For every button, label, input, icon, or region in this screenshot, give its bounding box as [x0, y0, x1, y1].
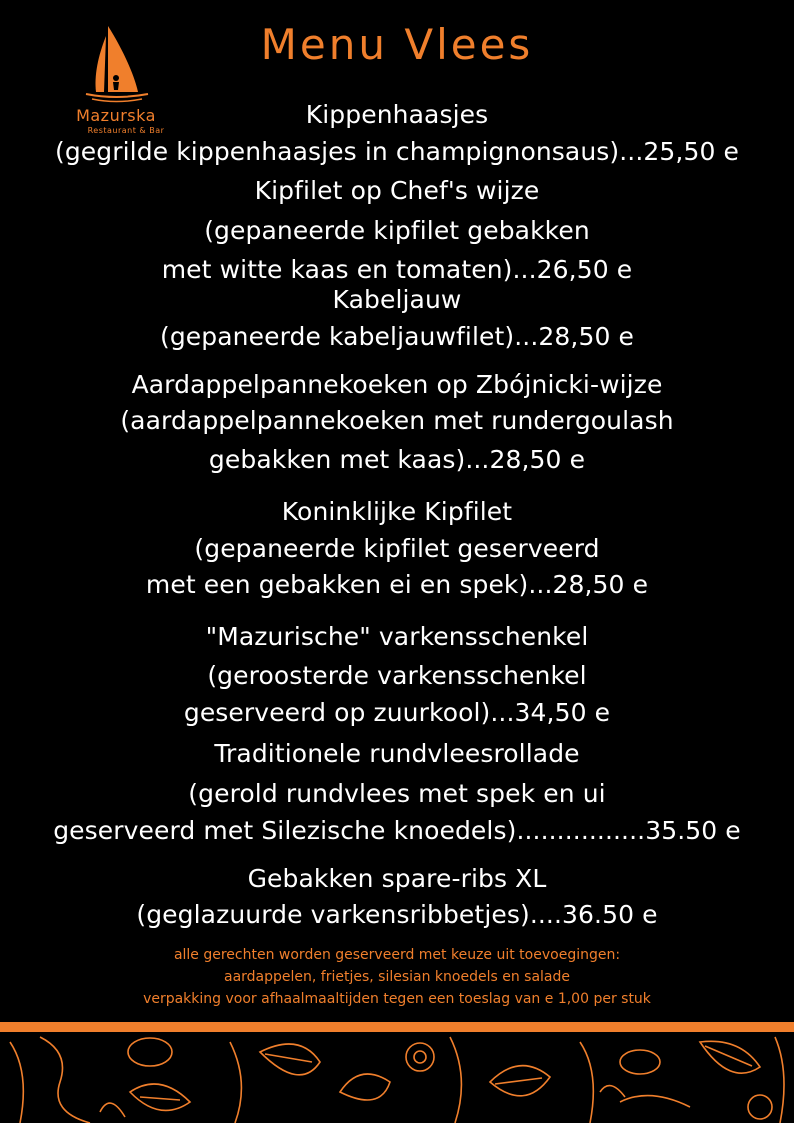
- dish-description: (geglazuurde varkensribbetjes)....36.50 e: [136, 900, 658, 929]
- dish-name: Aardappelpannekoeken op Zbójnicki-wijze: [131, 370, 663, 399]
- dish-description: (gepaneerde kabeljauwfilet)...28,50 e: [159, 322, 634, 351]
- dish-name: "Mazurische" varkensschenkel: [205, 622, 589, 651]
- dish-name: Gebakken spare-ribs XL: [247, 864, 547, 893]
- dish-description: met witte kaas en tomaten)...26,50 e: [161, 255, 633, 284]
- dish-description: geserveerd met Silezische knoedels)................35.50 e: [53, 816, 741, 845]
- dish-description: met een gebakken ei en spek)...28,50 e: [145, 570, 649, 599]
- footnote: aardappelen, frietjes, silesian knoedels en salade: [223, 969, 570, 985]
- food-pattern-decoration: [0, 1032, 794, 1123]
- dish-description: (gepaneerde kipfilet geserveerd: [194, 534, 600, 563]
- dish-description: (geroosterde varkensschenkel: [207, 661, 587, 690]
- page-title: Menu Vlees: [260, 20, 534, 69]
- dish-description: (gegrilde kippenhaasjes in champignonsaus)...25,50 e: [54, 137, 739, 166]
- dish-name: Koninklijke Kipfilet: [281, 497, 513, 526]
- logo-brand-name: Mazurska: [76, 106, 156, 125]
- dish-description: geserveerd op zuurkool)...34,50 e: [183, 698, 611, 727]
- dish-name: Traditionele rundvleesrollade: [214, 739, 580, 768]
- dish-description: gebakken met kaas)...28,50 e: [208, 445, 586, 474]
- dish-name: Kabeljauw: [332, 285, 462, 314]
- sailboat-icon: [72, 22, 160, 106]
- dish-description: (aardappelpannekoeken met rundergoulash: [120, 406, 674, 435]
- footnote: verpakking voor afhaalmaaltijden tegen een toeslag van e 1,00 per stuk: [143, 991, 651, 1007]
- footnote: alle gerechten worden geserveerd met keuze uit toevoegingen:: [173, 947, 621, 963]
- dish-description: (gerold rundvlees met spek en ui: [188, 779, 606, 808]
- accent-divider: [0, 1022, 794, 1032]
- dish-name: Kipfilet op Chef's wijze: [254, 176, 540, 205]
- dish-description: (gepaneerde kipfilet gebakken: [204, 216, 590, 245]
- dish-name: Kippenhaasjes: [305, 100, 489, 129]
- logo-subtitle: Restaurant & Bar: [87, 126, 165, 135]
